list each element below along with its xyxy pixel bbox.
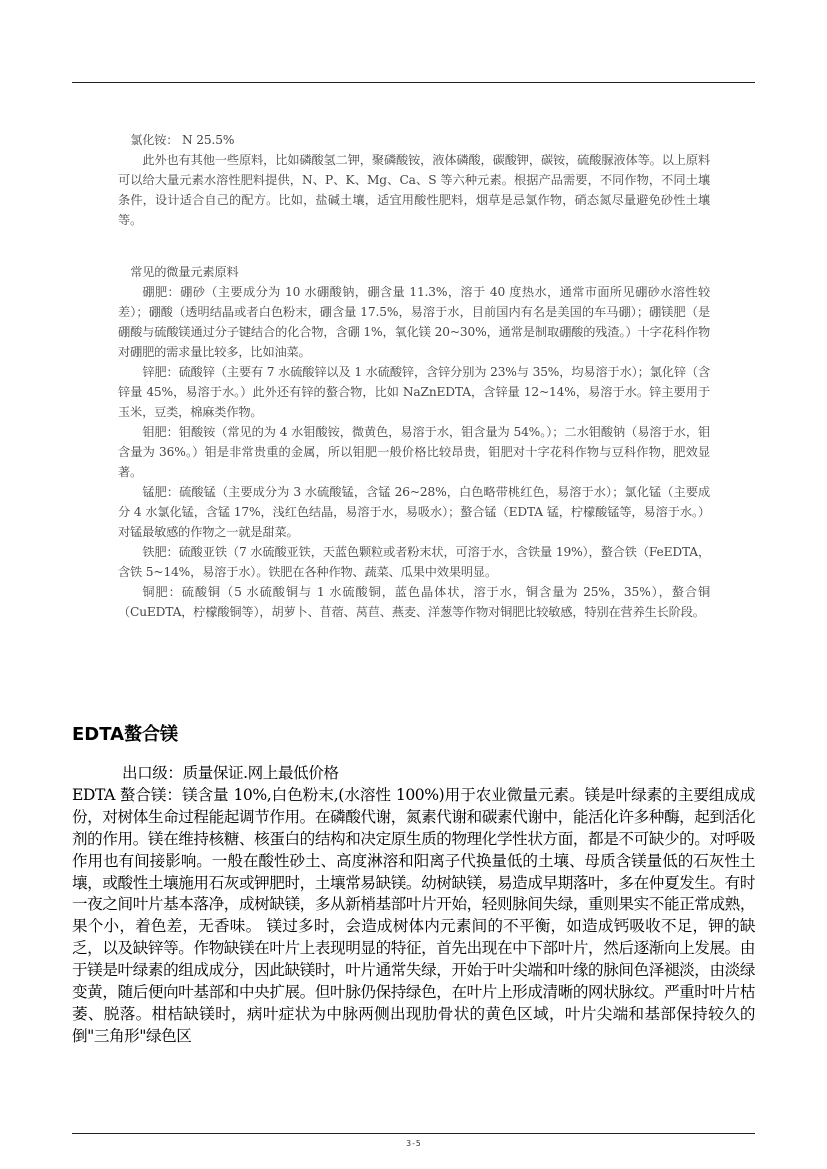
edta-magnesium-body: EDTA 螯合镁：镁含量 10%,白色粉末,(水溶性 100%)用于农业微量元素。镁是叶绿素的主要组成成份，对树体生命过程能起调节作用。在磷酸代谢，氮素代谢和碳素代谢中，能活化许多种酶，起到活化剂的作用。镁在维持核糖、核蛋白的结构和决定原生质的物理化学性状方面，都是不可缺少的。对呼吸作用也有间接影响。一般在酸性砂土、高度淋溶和阳离子代换量低的土壤、母质含镁量低的石灰性土壤，或酸性土壤施用石灰或钾肥时，土壤常易缺镁。幼树缺镁，易造成早期落叶，多在仲夏发生。有时一夜之间叶片基本落净，成树缺镁，多从新梢基部叶片开始，轻则脉间失绿，重则果实不能正常成熟，果个小，着色差，无香味。 镁过多时，会造成树体内元素间的不平衡，如造成钙吸收不足，钾的缺乏，以及缺锌等。作物缺镁在叶片上表现明显的特征，首先出现在中下部叶片，然后逐渐向上发展。由于镁是叶绿素的组成成分，因此缺镁时，叶片通常失绿，开始于叶尖端和叶缘的脉间色泽褪淡，由淡绿变黄，随后便向叶基部和中央扩展。但叶脉仍保持绿色，在叶片上形成清晰的网状脉纹。严重时叶片枯萎、脱落。柑桔缺镁时，病叶症状为中脉两侧出现肋骨状的黄色区域，叶片尖端和基部保持较久的倒"三角形"绿色区: [72, 785, 755, 1045]
other-raw-materials-paragraph: 此外也有其他一些原料，比如磷酸氢二钾，聚磷酸铵，液体磷酸，碳酸钾，碳铵，硫酸脲液体等。以上原料可以给大量元素水溶性肥料提供，N、P、K、Mg、Ca、S 等六种元素。根据产品需要，不同作物，不同土壤条件，设计适合自己的配方。比如，盐碱土壤，适宜用酸性肥料，烟草是忌氯作物，硝态氮尽量避免砂性土壤等。: [118, 153, 710, 227]
header-rule: [72, 82, 755, 83]
iron-paragraph: 铁肥：硫酸亚铁（7 水硫酸亚铁，天蓝色颗粒或者粉末状，可溶于水，含铁量 19%），螯合铁（FeEDTA，含铁 5~14%，易溶于水）。铁肥在各种作物、蔬菜、瓜果中效果明显。: [118, 545, 710, 579]
manganese-paragraph: 锰肥：硫酸锰（主要成分为 3 水硫酸锰，含锰 26~28%，白色略带桃红色，易溶于水）；氯化锰（主要成分 4 水氯化锰，含锰 17%，浅红色结晶，易溶于水，易吸水）；螯合锰（EDTA 锰，柠檬酸锰等，易溶于水。）对锰最敏感的作物之一就是甜菜。: [118, 485, 710, 539]
scanned-trace-elements-block: [118, 262, 710, 622]
ammonium-chloride-line: 氯化铵： N 25.5%: [130, 133, 235, 147]
edta-magnesium-section: [72, 763, 755, 1048]
molybdenum-paragraph: 钼肥：钼酸铵（常见的为 4 水钼酸铵，微黄色，易溶于水，钼含量为 54%。）；二水钼酸钠（易溶于水，钼含量为 36%。）钼是非常贵重的金属，所以钼肥一般价格比较昂贵，钼肥对十字花科作物与豆科作物，肥效显著。: [118, 425, 710, 479]
page-number: 3-5: [406, 1139, 421, 1148]
zinc-paragraph: 锌肥：硫酸锌（主要有 7 水硫酸锌以及 1 水硫酸锌，含锌分别为 23%与 35%，均易溶于水）；氯化锌（含锌量 45%，易溶于水。）此外还有锌的螯合物，比如 NaZnEDTA，含锌量 12~14%，易溶于水。锌主要用于玉米，豆类，棉麻类作物。: [118, 365, 710, 419]
export-grade-line: 出口级：质量保证.网上最低价格: [122, 764, 339, 782]
section-heading: EDTA螯合镁: [72, 724, 179, 745]
boron-paragraph: 硼肥：硼砂（主要成分为 10 水硼酸钠，硼含量 11.3%，溶于 40 度热水，通常市面所见硼砂水溶性较差）；硼酸（透明结晶或者白色粉末，硼含量 17.5%，易溶于水，目前国内有名是美国的车马硼）；硼镁肥（是硼酸与硫酸镁通过分子键结合的化合物，含硼 1%，氧化镁 20~30%，通常是制取硼酸的残渣。）十字花科作物对硼肥的需求量比较多，比如油菜。: [118, 285, 710, 359]
trace-elements-title: 常见的微量元素原料: [130, 265, 239, 279]
scanned-raw-materials-block: [118, 130, 710, 230]
footer-rule: [72, 1133, 755, 1134]
copper-paragraph: 铜肥：硫酸铜（5 水硫酸铜与 1 水硫酸铜，蓝色晶体状，溶于水，铜含量为 25%，35%），螯合铜（CuEDTA，柠檬酸铜等），胡萝卜、苜蓿、莴苣、燕麦、洋葱等作物对铜肥比较敏感，特别在营养生长阶段。: [118, 585, 710, 619]
